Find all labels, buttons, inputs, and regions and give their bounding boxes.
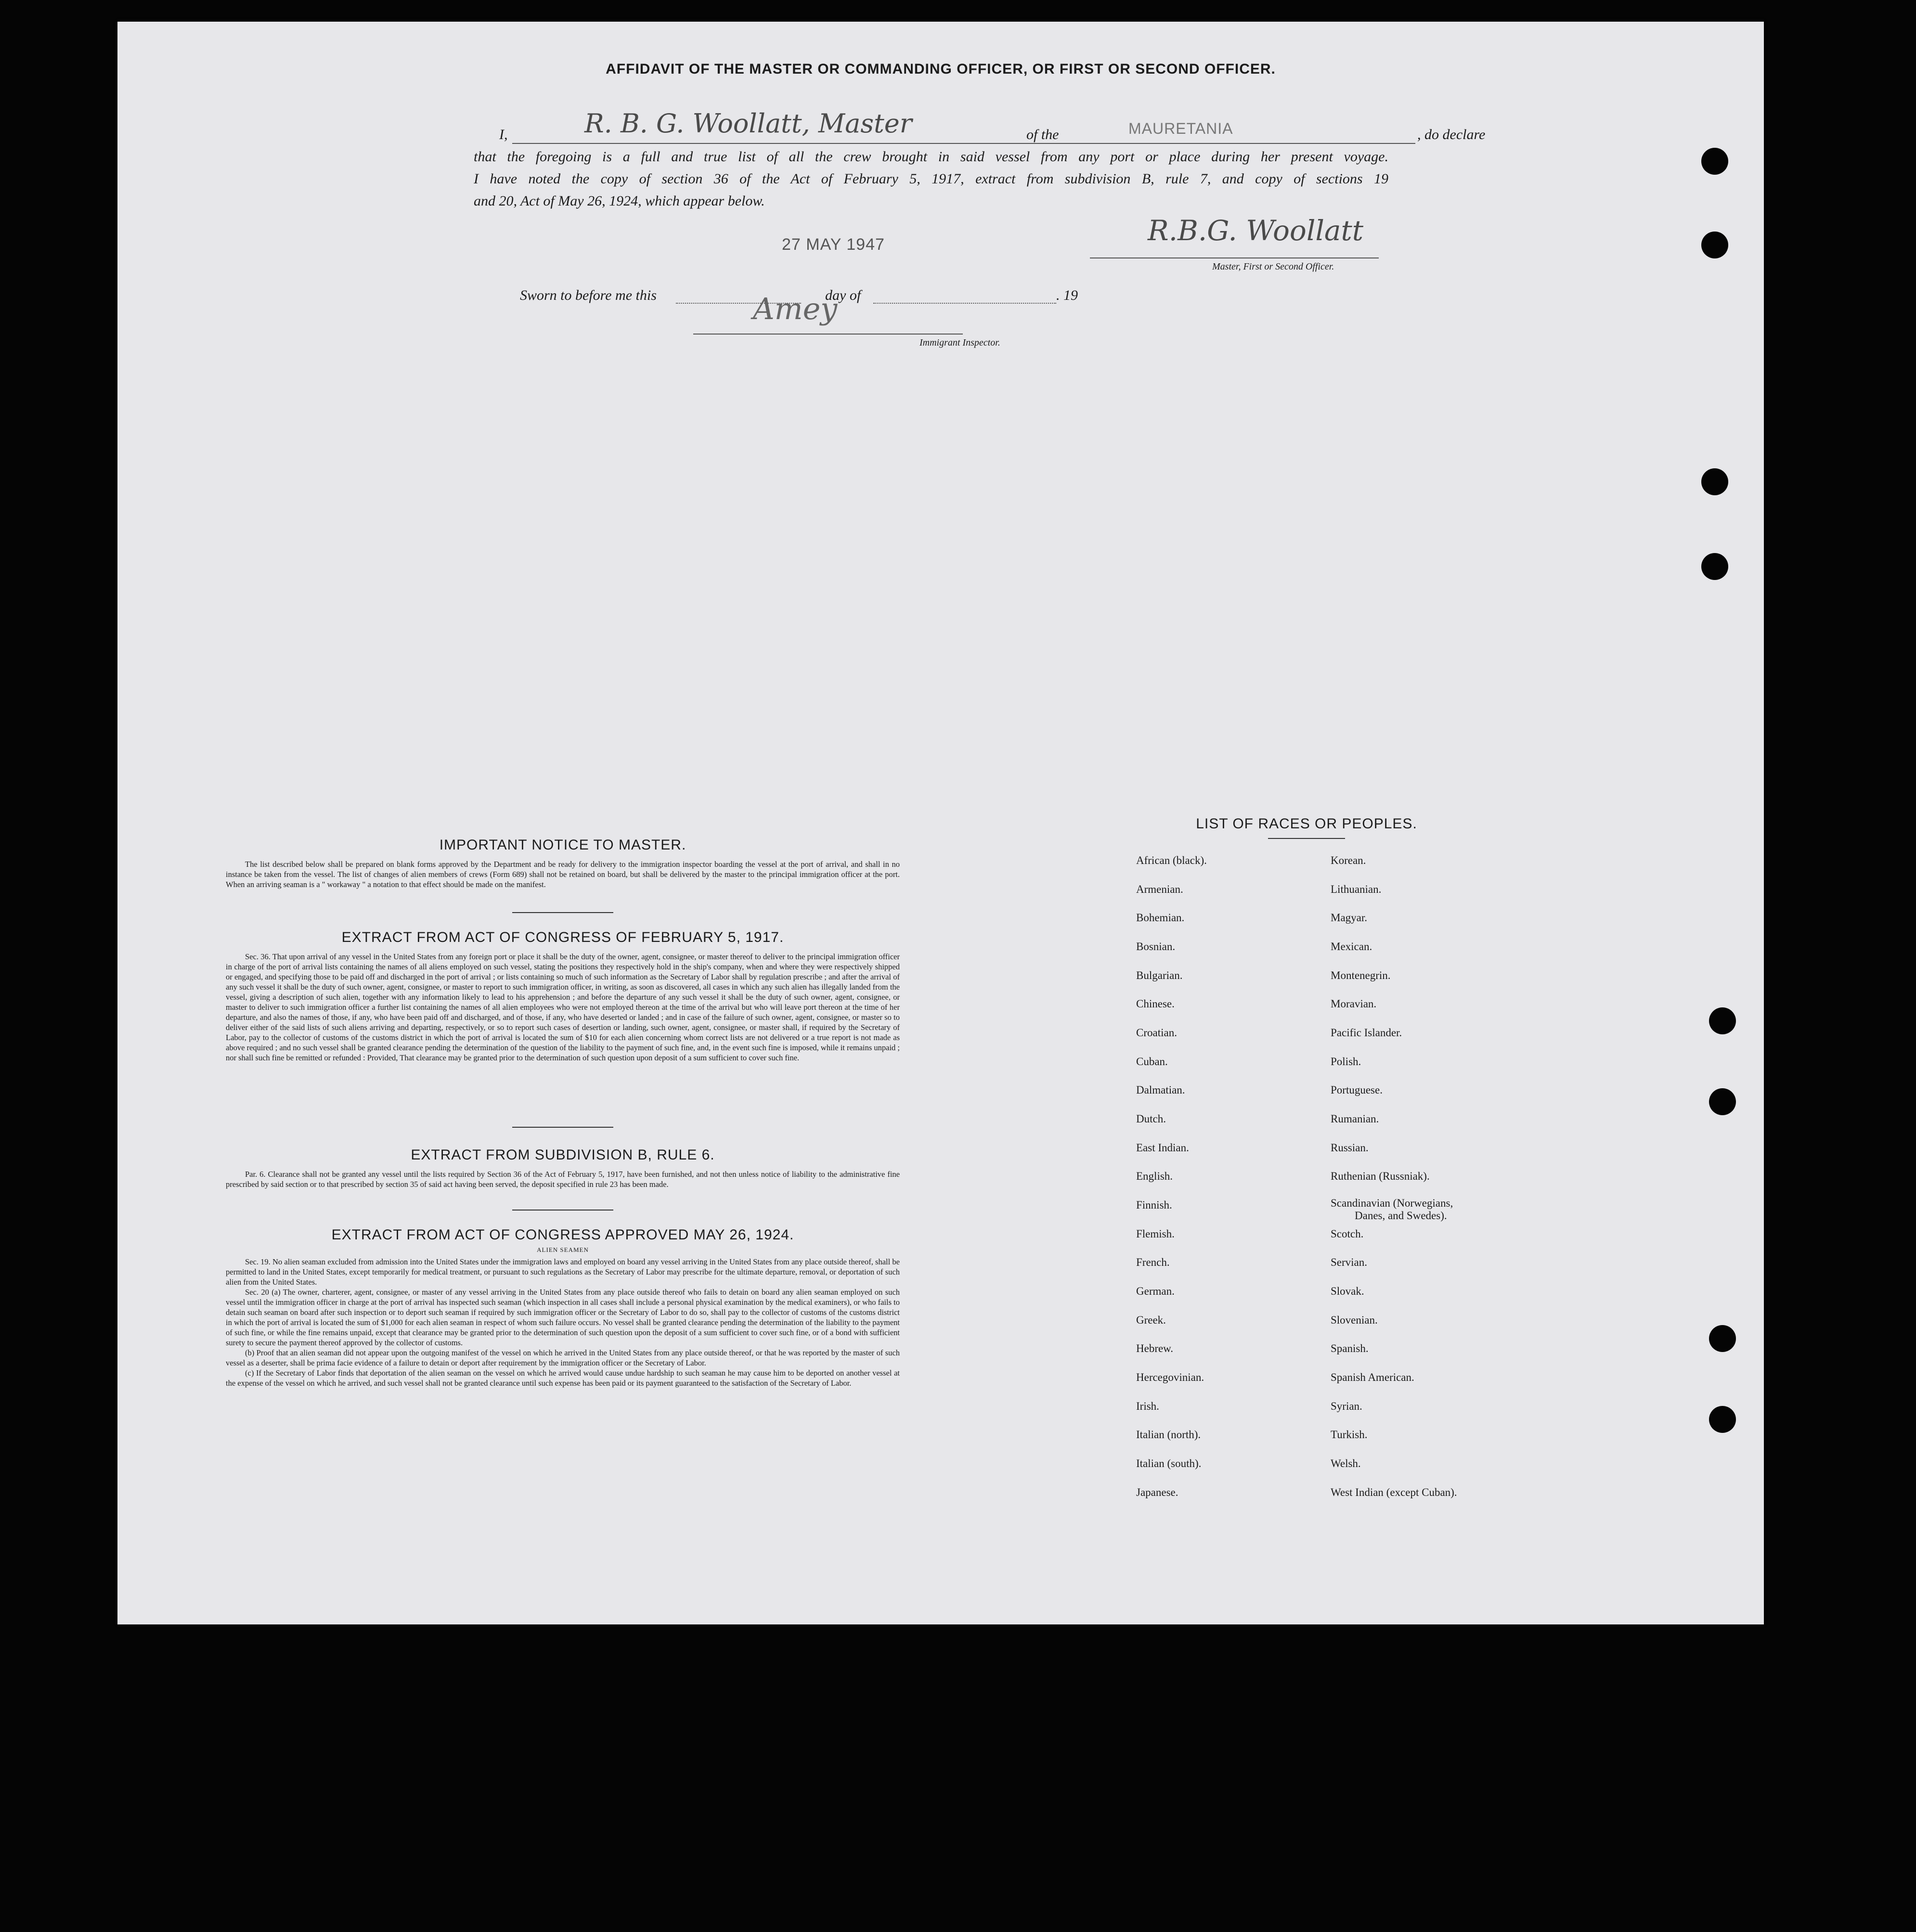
race-item: Portuguese.	[1331, 1084, 1383, 1096]
punch-hole	[1709, 1406, 1736, 1433]
punch-hole	[1709, 1007, 1736, 1034]
extract-1924-paragraph-2: Sec. 20 (a) The owner, charterer, agent, consignee, or master of any vessel arriving in the United States from any place outside thereof who fails to detain on board any alien seaman employed on such vessel until the immigration officer in charge at the port of arrival has inspected such seaman (which inspection in all cases shall include a personal physical examination by the medical examiners), or who fails to detain such seaman on board after such inspection or to deport such seaman if required by such immigration officer or the Secretary of Labor to do so, shall pay to the collector of customs of the customs district in which the port of arrival is located the sum of $1,000 for each alien seaman in respect of whom such failure occurs. No vessel shall be granted clearance pending the determination of the liability to the payment of such fine, or while the fine remains unpaid, except that clearance may be granted prior to the determination of such question upon the deposit of a sum sufficient to cover such fine, or of a bond with sufficient surety to secure the payment thereof approved by the collector of customs.	[226, 1288, 900, 1347]
race-item: English.	[1136, 1170, 1173, 1182]
punch-hole	[1709, 1325, 1736, 1352]
race-item: Lithuanian.	[1331, 883, 1382, 895]
inspector-signature: Amey	[753, 291, 838, 326]
race-item: East Indian.	[1136, 1142, 1189, 1154]
race-item: Armenian.	[1136, 883, 1183, 895]
race-item: Syrian.	[1331, 1400, 1362, 1412]
punch-hole	[1701, 468, 1728, 495]
race-item: Slovak.	[1331, 1285, 1364, 1297]
race-item: Cuban.	[1136, 1056, 1168, 1068]
affidavit-do-declare: , do declare	[1417, 127, 1486, 142]
notice-title: IMPORTANT NOTICE TO MASTER.	[439, 837, 686, 853]
race-item: Finnish.	[1136, 1199, 1172, 1211]
inspector-signature-line	[693, 334, 963, 335]
extract-1917-paragraph: Sec. 36. That upon arrival of any vessel in the United States from any foreign port or place it shall be the duty of the owner, agent, consignee, or master thereof to deliver to the principal immigration officer in charge of the port of arrival lists containing the names of all aliens employed on such vessel, stating the positions they respectively hold in the ship's company, when and where they were respectively shipped or engaged, and specifying those to be paid off and discharged in the port of arrival ; or lists containing so much of such information as the Secretary of Labor shall by regulation prescribe ; and after the arrival of any such vessel it shall be the duty of such owner, agent, consignee, or master to report to such immigration officer, in writing, as soon as discovered, all cases in which any such alien has illegally landed from the vessel, giving a description of such alien, together with any information likely to lead to his apprehension ; and before the departure of any such vessel it shall be the duty of such owner, agent, consignee, or master to deliver to such immigration officer a further list containing the names of all alien employees who were not employed thereon at the time of the arrival but who will leave port thereon at the time of her departure, and also the names of those, if any, who have been paid off and discharged, and of those, if any, who have deserted or landed ; and in case of the failure of such owner, agent, consignee, or master so to deliver either of the said lists of such aliens arriving and departing, respectively, or so to report such cases of desertion or landing, such owner, agent, consignee, or master shall, if required by the Secretary of Labor, pay to the collector of customs of the customs district in which the port of arrival is located the sum of $10 for each alien concerning whom correct lists are not delivered or a true report is not made as above required ; and no such vessel shall be granted clearance pending the determination of the question of the liability to the payment of such fine, and, in the event such fine is imposed, while it remains unpaid ; nor shall such fine be remitted or refunded : Provided, That clearance may be granted prior to the determination of such question upon deposit of a sum sufficient to cover such fine.	[226, 952, 900, 1062]
punch-hole	[1709, 1088, 1736, 1115]
subdivision-paragraph: Par. 6. Clearance shall not be granted any vessel until the lists required by Section 36 of the Act of February 5, 1917, have been furnished, and not then unless notice of liability to the administrative fine prescribed by said section or to that prescribed by section 35 of said act having been served, the deposit specified in rule 23 has been made.	[226, 1170, 900, 1189]
race-item: Bosnian.	[1136, 940, 1176, 953]
divider	[512, 912, 613, 913]
extract-1924-paragraph-1: Sec. 19. No alien seaman excluded from admission into the United States under the immigration laws and employed on board any vessel arriving in the United States from any place outside thereof, shall be permitted to land in the United States, except temporarily for medical treatment, or pursuant to such regulations as the Secretary of Labor may prescribe for the ultimate departure, removal, or deportation of such alien from the United States.	[226, 1257, 900, 1287]
affidavit-line-2: that the foregoing is a full and true list of all the crew brought in said vessel from any port or place during her present voyage.	[474, 149, 1388, 165]
race-item: Montenegrin.	[1331, 969, 1391, 981]
race-item: Dutch.	[1136, 1113, 1166, 1125]
notice-text	[226, 859, 900, 889]
race-item: Irish.	[1136, 1400, 1159, 1412]
punch-hole	[1701, 553, 1728, 580]
races-divider	[1268, 838, 1345, 839]
extract-1924-subtitle: ALIEN SEAMEN	[537, 1246, 589, 1253]
inspector-caption: Immigrant Inspector.	[919, 337, 1000, 348]
race-item: Slovenian.	[1331, 1314, 1378, 1326]
race-item: Croatian.	[1136, 1027, 1177, 1039]
subdivision-text	[226, 1169, 900, 1189]
race-item: Moravian.	[1331, 998, 1377, 1010]
race-item: Spanish.	[1331, 1342, 1369, 1354]
race-item: Flemish.	[1136, 1228, 1175, 1240]
affidavit-line-3: I have noted the copy of section 36 of the Act of February 5, 1917, extract from subdivision B, rule 7, and copy of sections 19	[474, 171, 1388, 187]
extract-1917-text	[226, 952, 900, 1063]
race-item: Scotch.	[1331, 1228, 1364, 1240]
sworn-year: . 19	[1056, 287, 1078, 303]
extract-1924-paragraph-4: (c) If the Secretary of Labor finds that deportation of the alien seaman on the vessel on which he arrived would cause undue hardship to such seaman he may cause him to be deported on another vessel at the expense of the vessel on which he arrived, and such vessel shall not be granted clearance until such expense has been paid or its payment guaranteed to the satisfaction of the Secretary of Labor.	[226, 1368, 900, 1388]
race-item-continuation: Danes, and Swedes).	[1355, 1210, 1447, 1222]
vessel-name-line	[1069, 143, 1415, 144]
vessel-name-stamp: MAURETANIA	[1128, 120, 1233, 137]
punch-hole	[1701, 148, 1728, 175]
affidavit-of-the: of the	[1026, 127, 1059, 142]
race-item: Russian.	[1331, 1142, 1369, 1154]
race-item: Chinese.	[1136, 998, 1175, 1010]
sworn-label: Sworn to before me this	[520, 287, 657, 303]
extract-1917-title: EXTRACT FROM ACT OF CONGRESS OF FEBRUARY 5, 1917.	[341, 929, 784, 945]
race-item: Dalmatian.	[1136, 1084, 1185, 1096]
master-signature-caption: Master, First or Second Officer.	[1212, 261, 1334, 272]
affidavit-title: AFFIDAVIT OF THE MASTER OR COMMANDING OFFICER, OR FIRST OR SECOND OFFICER.	[606, 61, 1276, 77]
race-item: Bulgarian.	[1136, 969, 1183, 981]
extract-1924-paragraph-3: (b) Proof that an alien seaman did not appear upon the outgoing manifest of the vessel on which he arrived in the United States from any place outside thereof, or that he was reported by the master of such vessel as a deserter, shall be prima facie evidence of a failure to detain or deport after requirement by the immigration officer or the Secretary of Labor.	[226, 1348, 900, 1367]
master-name-handwritten: R. B. G. Woollatt, Master	[584, 108, 912, 139]
extract-1924-title: EXTRACT FROM ACT OF CONGRESS APPROVED MAY 26, 1924.	[331, 1227, 794, 1243]
divider	[512, 1127, 613, 1128]
race-item: Ruthenian (Russniak).	[1331, 1170, 1430, 1182]
race-item: Polish.	[1331, 1056, 1361, 1068]
race-item: German.	[1136, 1285, 1175, 1297]
race-item: French.	[1136, 1256, 1170, 1268]
race-item: Hercegovinian.	[1136, 1371, 1204, 1383]
race-item: Japanese.	[1136, 1486, 1178, 1498]
race-item: Turkish.	[1331, 1429, 1368, 1441]
race-item: Rumanian.	[1331, 1113, 1379, 1125]
sworn-month-line	[873, 303, 1056, 304]
notice-paragraph: The list described below shall be prepared on blank forms approved by the Department and be ready for delivery to the immigration inspector boarding the vessel at the port of arrival, and shall in no instance be taken from the vessel. The list of changes of alien members of crews (Form 689) shall not be retained on board, but shall be delivered by the master to the principal immigration officer at the port. When an arriving seaman is a " workaway " a notation to that effect should be made on the manifest.	[226, 860, 900, 889]
race-item: Greek.	[1136, 1314, 1166, 1326]
divider	[512, 1210, 613, 1211]
race-item: Magyar.	[1331, 912, 1368, 924]
punch-hole	[1701, 232, 1728, 258]
race-item: Hebrew.	[1136, 1342, 1174, 1354]
races-title: LIST OF RACES OR PEOPLES.	[1196, 816, 1417, 832]
document-page	[117, 22, 1764, 1624]
race-item: Korean.	[1331, 854, 1366, 866]
race-item: Spanish American.	[1331, 1371, 1414, 1383]
date-stamp: 27 MAY 1947	[782, 235, 885, 254]
race-item: Mexican.	[1331, 940, 1372, 953]
master-name-line	[512, 143, 1104, 144]
race-item: West Indian (except Cuban).	[1331, 1486, 1457, 1498]
race-item: Pacific Islander.	[1331, 1027, 1402, 1039]
master-signature: R.B.G. Woollatt	[1148, 214, 1364, 247]
race-item: Italian (north).	[1136, 1429, 1201, 1441]
race-item: Italian (south).	[1136, 1457, 1202, 1469]
affidavit-line-4: and 20, Act of May 26, 1924, which appear below.	[474, 193, 765, 209]
sworn-day-of: day of	[825, 287, 861, 303]
race-item: Bohemian.	[1136, 912, 1185, 924]
affidavit-i-label: I,	[499, 127, 508, 142]
subdivision-title: EXTRACT FROM SUBDIVISION B, RULE 6.	[411, 1147, 715, 1163]
race-item: Scandinavian (Norwegians,	[1331, 1197, 1453, 1209]
race-item: Welsh.	[1331, 1457, 1361, 1469]
extract-1924-text	[226, 1257, 900, 1388]
race-item: Servian.	[1331, 1256, 1368, 1268]
race-item: African (black).	[1136, 854, 1207, 866]
